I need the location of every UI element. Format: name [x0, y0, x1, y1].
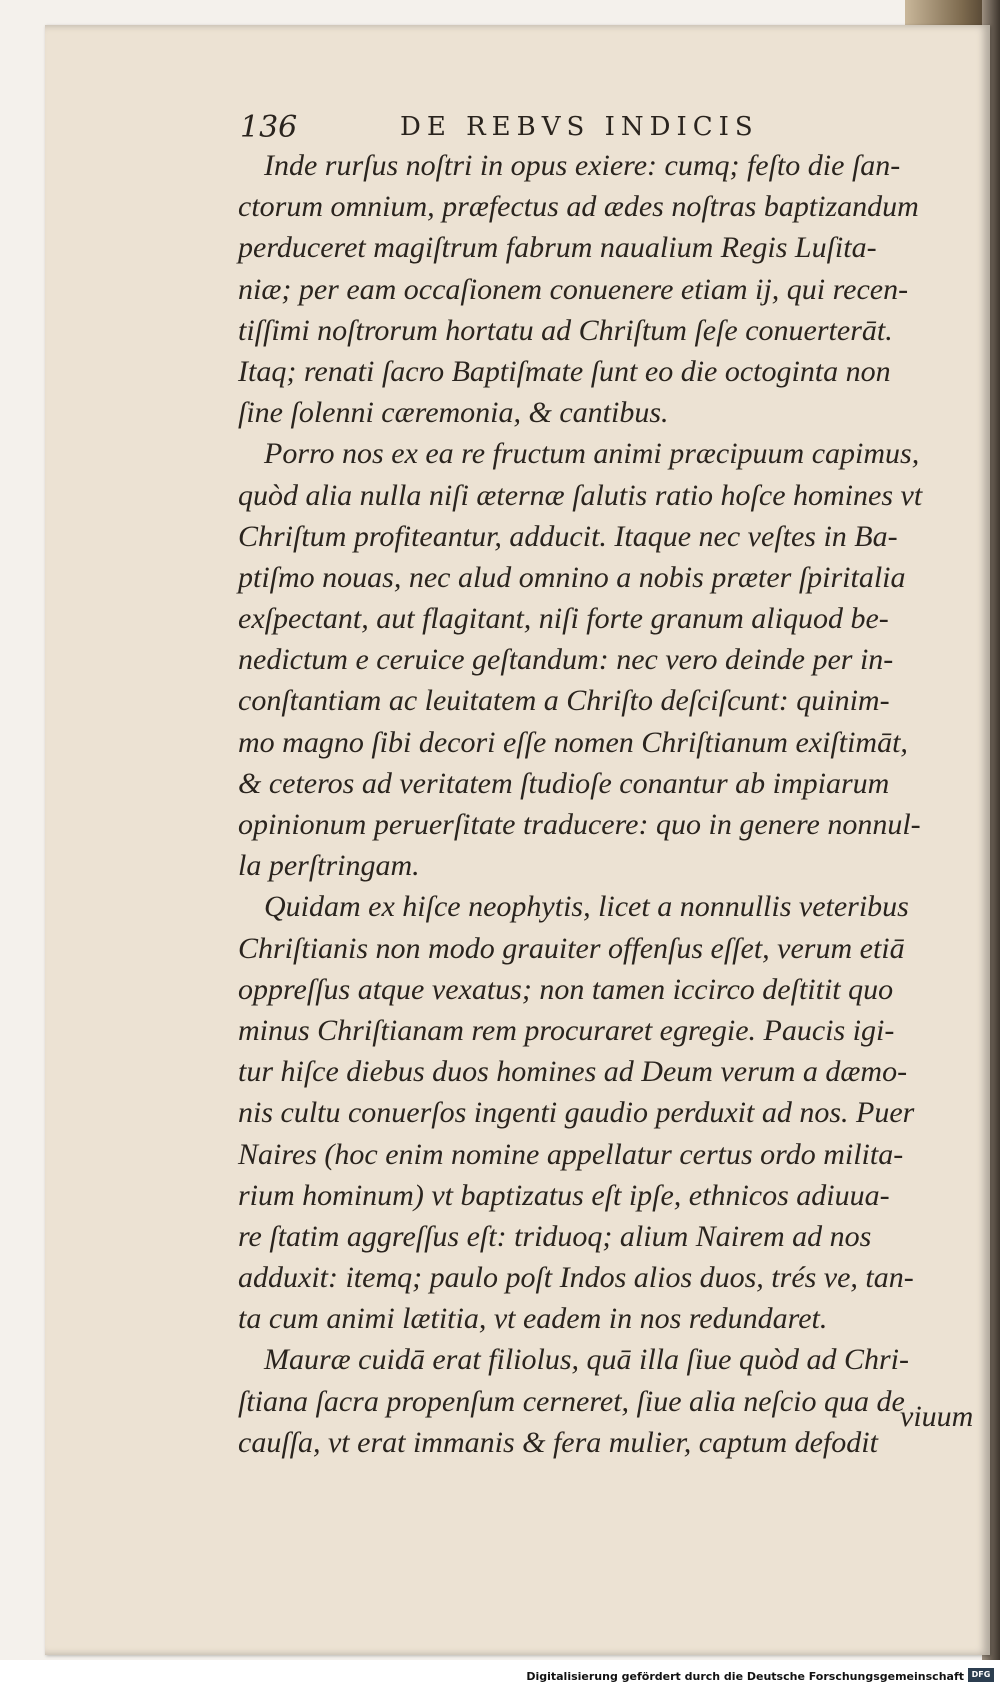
text-line: quòd alia nulla niſi æternæ ſalutis ratio hoſce homines vt [238, 478, 923, 512]
text-line: ta cum animi lætitia, vt eadem in nos redundaret. [238, 1302, 828, 1336]
text-line: conſtantiam ac leuitatem a Chriſto deſciſcunt: quinim- [238, 684, 890, 718]
text-line: Mauræ cuidā erat filiolus, quā illa ſiue quòd ad Chri- [264, 1343, 909, 1377]
text-line: minus Chriſtianam rem procuraret egregie. Paucis igi- [238, 1013, 895, 1047]
text-line: opinionum peruerſitate traducere: quo in genere nonnul- [238, 808, 921, 841]
text-line: adduxit: itemq; paulo poſt Indos alios duos, trés ve, tan- [238, 1261, 914, 1295]
text-line: cauſſa, vt erat immanis & fera mulier, captum defodit [238, 1425, 878, 1459]
text-line: & ceteros ad veritatem ſtudioſe conantur ab impiarum [238, 766, 890, 800]
text-line: Chriſtianis non modo grauiter offenſus eſſet, verum etiā [238, 931, 905, 965]
text-line: nis cultu conuerſos ingenti gaudio perduxit ad nos. Puer [238, 1096, 915, 1130]
text-line: nedictum e ceruice geſtandum: nec vero deinde per in- [238, 643, 894, 677]
text-line: tiſſimi noſtrorum hortatu ad Chriſtum ſeſe conuerterāt. [238, 313, 893, 347]
text-line: ptiſmo nouas, nec alud omnino a nobis præter ſpiritalia [238, 560, 906, 594]
text-line: tur hiſce diebus duos homines ad Deum verum a dæmo- [238, 1055, 908, 1089]
text-line: rium hominum) vt baptizatus eſt ipſe, ethnicos adiuua- [238, 1178, 890, 1212]
text-line: re ſtatim aggreſſus eſt: triduoq; alium Nairem ad nos [238, 1219, 872, 1253]
text-line: perduceret magiſtrum fabrum naualium Regis Luſita- [238, 231, 877, 265]
dfg-logo: DFG [968, 1668, 994, 1682]
text-line: mo magno ſibi decori eſſe nomen Chriſtianum exiſtimāt, [238, 725, 908, 759]
text-line: Quidam ex hiſce neophytis, licet a nonnullis veteribus [264, 890, 909, 924]
funding-note: Digitalisierung gefördert durch die Deutsche Forschungsgemeinschaft [526, 1670, 964, 1683]
text-line: Porro nos ex ea re fructum animi præcipuum capimus, [264, 437, 920, 471]
text-line: niæ; per eam occaſionem conuenere etiam ij, qui recen- [238, 272, 909, 306]
text-line: exſpectant, aut flagitant, niſi forte granum aliquod be- [238, 602, 889, 636]
text-line: oppreſſus atque vexatus; non tamen iccirco deſtitit quo [238, 972, 894, 1006]
page-header [240, 110, 940, 150]
text-line: Chriſtum profiteantur, adducit. Itaque nec veſtes in Ba- [238, 519, 898, 553]
text-line: Inde rurſus noſtri in opus exiere: cumq; feſto die ſan- [264, 149, 901, 182]
text-line: la perſtringam. [238, 849, 420, 883]
running-head: DE REBVS INDICIS [400, 112, 759, 142]
page-number: 136 [240, 110, 298, 145]
body-text [238, 145, 948, 1463]
text-line: Naires (hoc enim nomine appellatur certus ordo milita- [238, 1137, 904, 1171]
text-line: ctorum omnium, præfectus ad ædes noſtras baptizandum [238, 190, 919, 224]
catchword: viuum [900, 1400, 974, 1433]
text-line: Itaq; renati ſacro Baptiſmate ſunt eo die octoginta non [238, 354, 891, 388]
text-line: ſtiana ſacra propenſum cerneret, ſiue alia neſcio qua de [238, 1384, 905, 1418]
text-line: ſine ſolenni cæremonia, & cantibus. [238, 396, 669, 430]
